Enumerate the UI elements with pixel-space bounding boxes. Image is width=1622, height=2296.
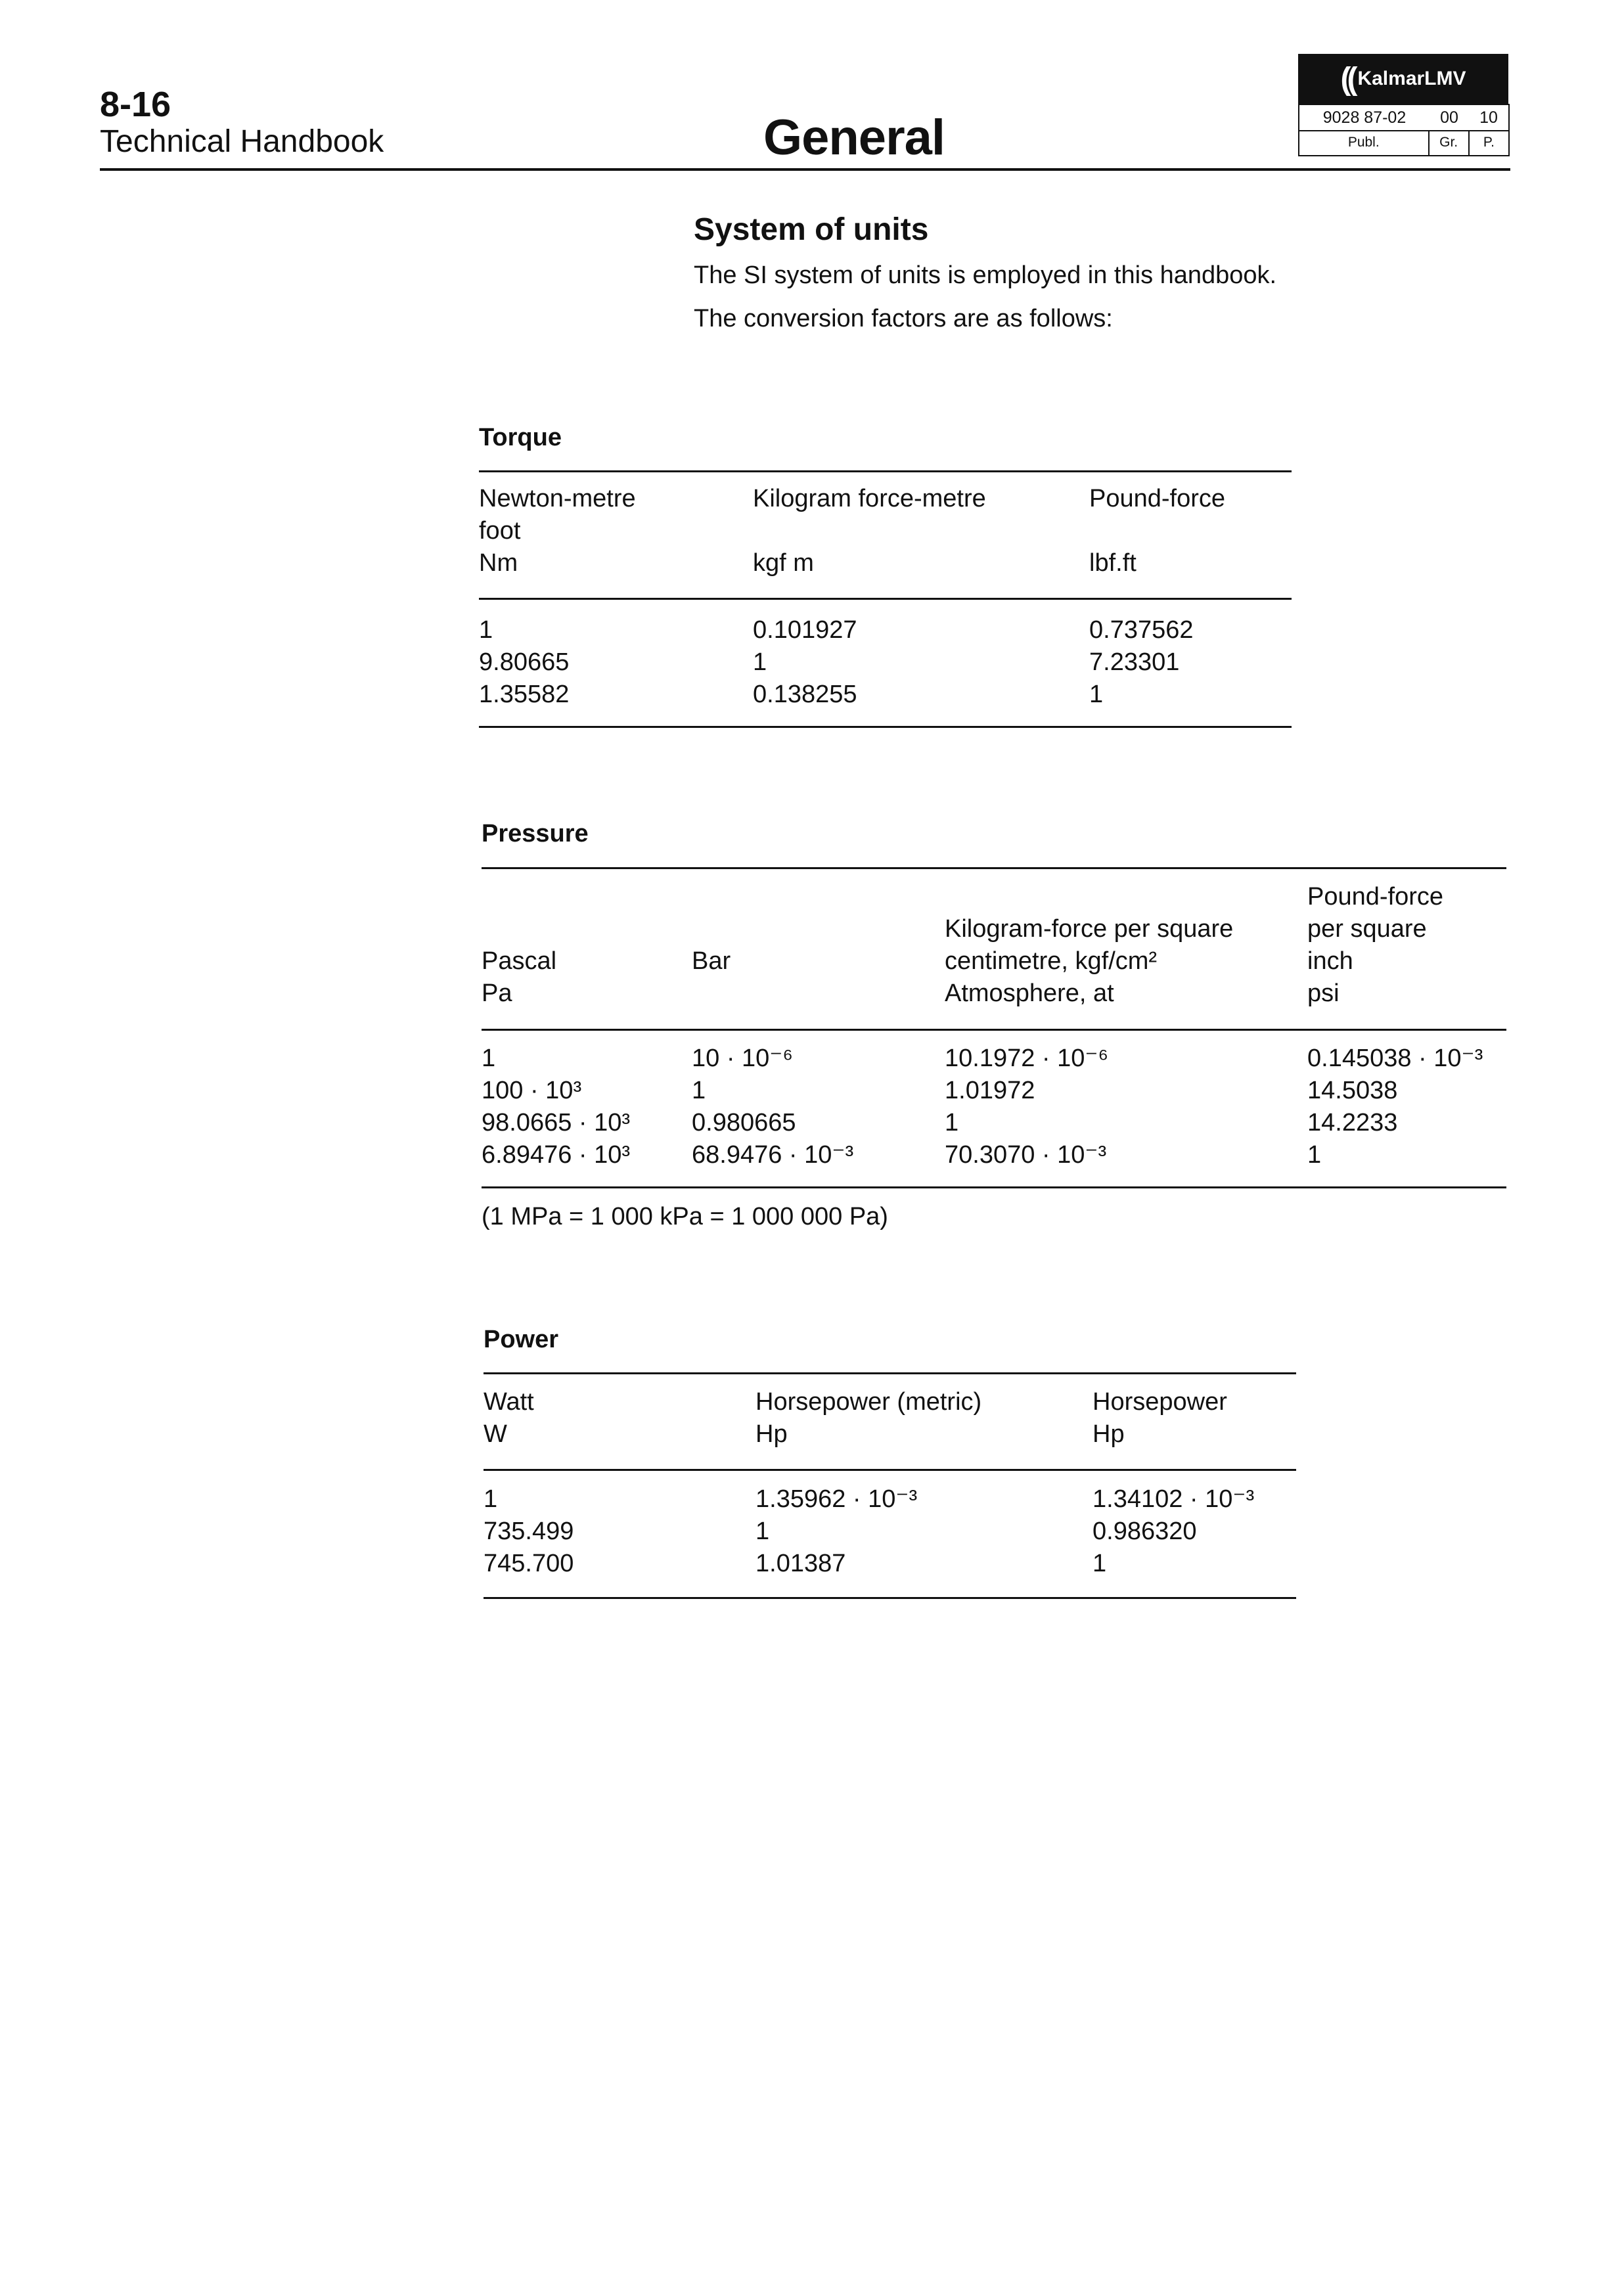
table-cell: 0.980665	[692, 1109, 796, 1137]
section-title: General	[763, 110, 945, 166]
column-header: Horsepower	[1093, 1388, 1227, 1416]
table-rule	[482, 1186, 1506, 1188]
column-header: Horsepower (metric)	[755, 1388, 982, 1416]
column-header: Hp	[1093, 1420, 1125, 1448]
column-header: Newton-metre	[479, 485, 636, 512]
header-rule	[100, 168, 1510, 171]
column-header: lbf.ft	[1089, 549, 1137, 577]
table-cell: 70.3070 · 10⁻³	[945, 1141, 1107, 1169]
logo-brand-text: KalmarLMV	[1357, 68, 1466, 89]
table-cell: 10 · 10⁻⁶	[692, 1045, 794, 1072]
table-cell: 6.89476 · 10³	[482, 1141, 631, 1169]
table-cell: 1	[1089, 681, 1104, 708]
column-header: Hp	[755, 1420, 788, 1448]
table-cell: 0.101927	[753, 616, 857, 644]
table-cell: 9.80665	[479, 648, 570, 676]
column-header: Kilogram-force per square	[945, 915, 1234, 943]
column-header: W	[484, 1420, 507, 1448]
table-cell: 745.700	[484, 1550, 574, 1577]
group-label: Gr.	[1428, 130, 1468, 155]
column-header: Pa	[482, 979, 512, 1007]
table-cell: 68.9476 · 10⁻³	[692, 1141, 854, 1169]
column-header: Pound-force	[1307, 883, 1444, 911]
intro-text: The SI system of units is employed in this handbook.	[694, 261, 1277, 289]
table-rule	[484, 1469, 1296, 1471]
publ-number: 9028 87-02	[1322, 108, 1407, 127]
column-header: inch	[1307, 947, 1353, 975]
kalmar-logo	[1298, 54, 1508, 104]
table-cell: 1.35962 · 10⁻³	[755, 1485, 918, 1513]
table-cell: 735.499	[484, 1518, 574, 1545]
table-rule	[482, 867, 1506, 869]
handbook-title: Technical Handbook	[100, 124, 384, 159]
table-cell: 1	[482, 1045, 496, 1072]
page-code: 10	[1479, 108, 1498, 127]
table-cell: 1	[1307, 1141, 1322, 1169]
group-number: 00	[1440, 108, 1458, 127]
table-cell: 1.35582	[479, 681, 570, 708]
kalmar-logo-icon: ((	[1340, 61, 1354, 97]
column-header: Kilogram force-metre	[753, 485, 986, 512]
table-rule	[479, 726, 1292, 728]
column-header: per square	[1307, 915, 1427, 943]
table-cell: 100 · 10³	[482, 1077, 582, 1104]
document-code-box	[1298, 104, 1510, 156]
publ-label: Publ.	[1347, 135, 1380, 150]
table-cell: 0.145038 · 10⁻³	[1307, 1045, 1483, 1072]
table-cell: 1	[692, 1077, 706, 1104]
column-header: kgf m	[753, 549, 814, 577]
power-title: Power	[484, 1326, 559, 1353]
table-rule	[484, 1372, 1296, 1374]
pressure-title: Pressure	[482, 820, 589, 847]
table-rule	[482, 1029, 1506, 1031]
column-header: Nm	[479, 549, 518, 577]
table-cell: 1	[755, 1518, 770, 1545]
table-cell: 0.986320	[1093, 1518, 1197, 1545]
table-cell: 1	[479, 616, 493, 644]
column-header: Atmosphere, at	[945, 979, 1114, 1007]
pressure-note: (1 MPa = 1 000 kPa = 1 000 000 Pa)	[482, 1203, 888, 1230]
table-cell: 0.138255	[753, 681, 857, 708]
table-cell: 1.01387	[755, 1550, 846, 1577]
table-cell: 7.23301	[1089, 648, 1180, 676]
column-header: centimetre, kgf/cm²	[945, 947, 1158, 975]
table-cell: 98.0665 · 10³	[482, 1109, 631, 1137]
column-header: Pound-force	[1089, 485, 1226, 512]
page-label: P.	[1468, 130, 1508, 155]
table-cell: 1.34102 · 10⁻³	[1093, 1485, 1255, 1513]
table-rule	[479, 598, 1292, 600]
intro-text: The conversion factors are as follows:	[694, 305, 1113, 332]
table-cell: 0.737562	[1089, 616, 1194, 644]
table-rule	[484, 1597, 1296, 1599]
page-number: 8-16	[100, 85, 171, 124]
column-header: psi	[1307, 979, 1340, 1007]
table-cell: 1.01972	[945, 1077, 1035, 1104]
column-header: Pascal	[482, 947, 557, 975]
torque-title: Torque	[479, 424, 562, 451]
column-header: foot	[479, 517, 521, 545]
intro-heading: System of units	[694, 212, 929, 247]
table-cell: 1	[1093, 1550, 1107, 1577]
table-rule	[479, 470, 1292, 472]
column-header: Bar	[692, 947, 731, 975]
table-cell: 1	[753, 648, 767, 676]
table-cell: 1	[484, 1485, 498, 1513]
table-cell: 14.2233	[1307, 1109, 1398, 1137]
table-cell: 1	[945, 1109, 959, 1137]
column-header: Watt	[484, 1388, 534, 1416]
table-cell: 14.5038	[1307, 1077, 1398, 1104]
table-cell: 10.1972 · 10⁻⁶	[945, 1045, 1109, 1072]
